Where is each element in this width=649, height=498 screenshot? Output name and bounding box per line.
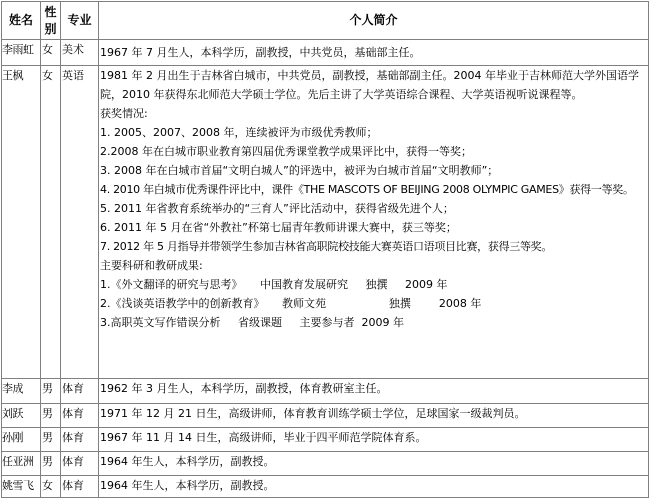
cell-bio: 1964 年生人，本科学历，副教授。	[99, 452, 649, 476]
header-name: 姓名	[2, 2, 41, 40]
bio-intro: 1981 年 2 月出生于吉林省白城市，中共党员，副教授，基础部副主任。2004 年毕业于吉林师范大学外国语学院，2010 年获得东北师范大学硕士学位。先后主讲了大学英语综合课程、大学英语视听说课程等。	[100, 69, 639, 101]
cell-bio: 1967 年 11 月 14 日生，高级讲师，毕业于四平师范学院体育系。	[99, 428, 649, 452]
cell-major: 体育	[61, 452, 99, 476]
award-item: 3. 2008 年在白城市首届“文明白城人”的评选中，被评为白城市首届“文明教师”；	[100, 164, 499, 177]
cell-name: 任亚洲	[2, 452, 41, 476]
cell-name: 李雨虹	[2, 40, 41, 66]
table-row	[2, 404, 649, 428]
header-row	[2, 2, 649, 40]
cell-name: 姚雪飞	[2, 476, 41, 498]
cell-major: 体育	[61, 476, 99, 498]
cell-name: 刘跃	[2, 404, 41, 428]
header-gender: 性别	[41, 2, 61, 40]
cell-bio: 1967 年 7 月生人，本科学历，副教授，中共党员，基础部主任。	[99, 40, 649, 66]
cell-bio	[99, 66, 649, 379]
cell-bio: 1962 年 3 月生人，本科学历，副教授，体育教研室主任。	[99, 379, 649, 404]
award-item: 7. 2012 年 5 月指导并带领学生参加吉林省高职院校技能大赛英语口语项目比赛，获得三等奖。	[100, 240, 553, 253]
cell-bio: 1971 年 12 月 21 日生，高级讲师，体育教育训练学硕士学位，足球国家一级裁判员。	[99, 404, 649, 428]
cell-name: 王枫	[2, 66, 41, 379]
cell-gender: 男	[41, 379, 61, 404]
cell-major: 英语	[61, 66, 99, 379]
cell-major: 美术	[61, 40, 99, 66]
research-title: 主要科研和教研成果:	[100, 259, 203, 272]
award-item: 5. 2011 年省教育系统举办的“三育人”评比活动中，获得省级先进个人；	[100, 202, 454, 215]
header-major: 专业	[61, 2, 99, 40]
table-row	[2, 66, 649, 379]
cell-gender: 女	[41, 476, 61, 498]
award-item: 1. 2005、2007、2008 年，连续被评为市级优秀教师；	[100, 126, 378, 139]
research-item: 3.高职英文写作错误分析 省级课题 主要参与者 2009 年	[100, 316, 404, 329]
cell-gender: 男	[41, 404, 61, 428]
cell-major: 体育	[61, 379, 99, 404]
award-item: 6. 2011 年 5 月在省“外教社”杯第七届青年教师讲课大赛中，获三等奖；	[100, 221, 457, 234]
cell-gender: 男	[41, 428, 61, 452]
cell-major: 体育	[61, 404, 99, 428]
cell-major: 体育	[61, 428, 99, 452]
cell-gender: 男	[41, 452, 61, 476]
research-item: 2.《浅谈英语教学中的创新教育》 教师文苑 独撰 2008 年	[100, 297, 482, 310]
header-bio: 个人简介	[99, 2, 649, 40]
award-item: 2.2008 年在白城市职业教育第四届优秀课堂教学成果评比中，获得一等奖；	[100, 145, 472, 158]
cell-gender: 女	[41, 66, 61, 379]
table-row	[2, 452, 649, 476]
awards-title: 获奖情况:	[100, 107, 148, 120]
table-row	[2, 40, 649, 66]
cell-name: 李成	[2, 379, 41, 404]
award-item: 4. 2010 年白城市优秀课件评比中，课件《THE MASCOTS OF BEIJING 2008 OLYMPIC GAMES》获得一等奖。	[100, 183, 634, 196]
cell-name: 孙刚	[2, 428, 41, 452]
table-row	[2, 379, 649, 404]
cell-gender: 女	[41, 40, 61, 66]
research-item: 1.《外文翻译的研究与思考》 中国教育发展研究 独撰 2009 年	[100, 278, 448, 291]
table-row	[2, 476, 649, 498]
cell-bio: 1964 年生人，本科学历，副教授。	[99, 476, 649, 498]
table-row	[2, 428, 649, 452]
faculty-table	[1, 1, 649, 498]
